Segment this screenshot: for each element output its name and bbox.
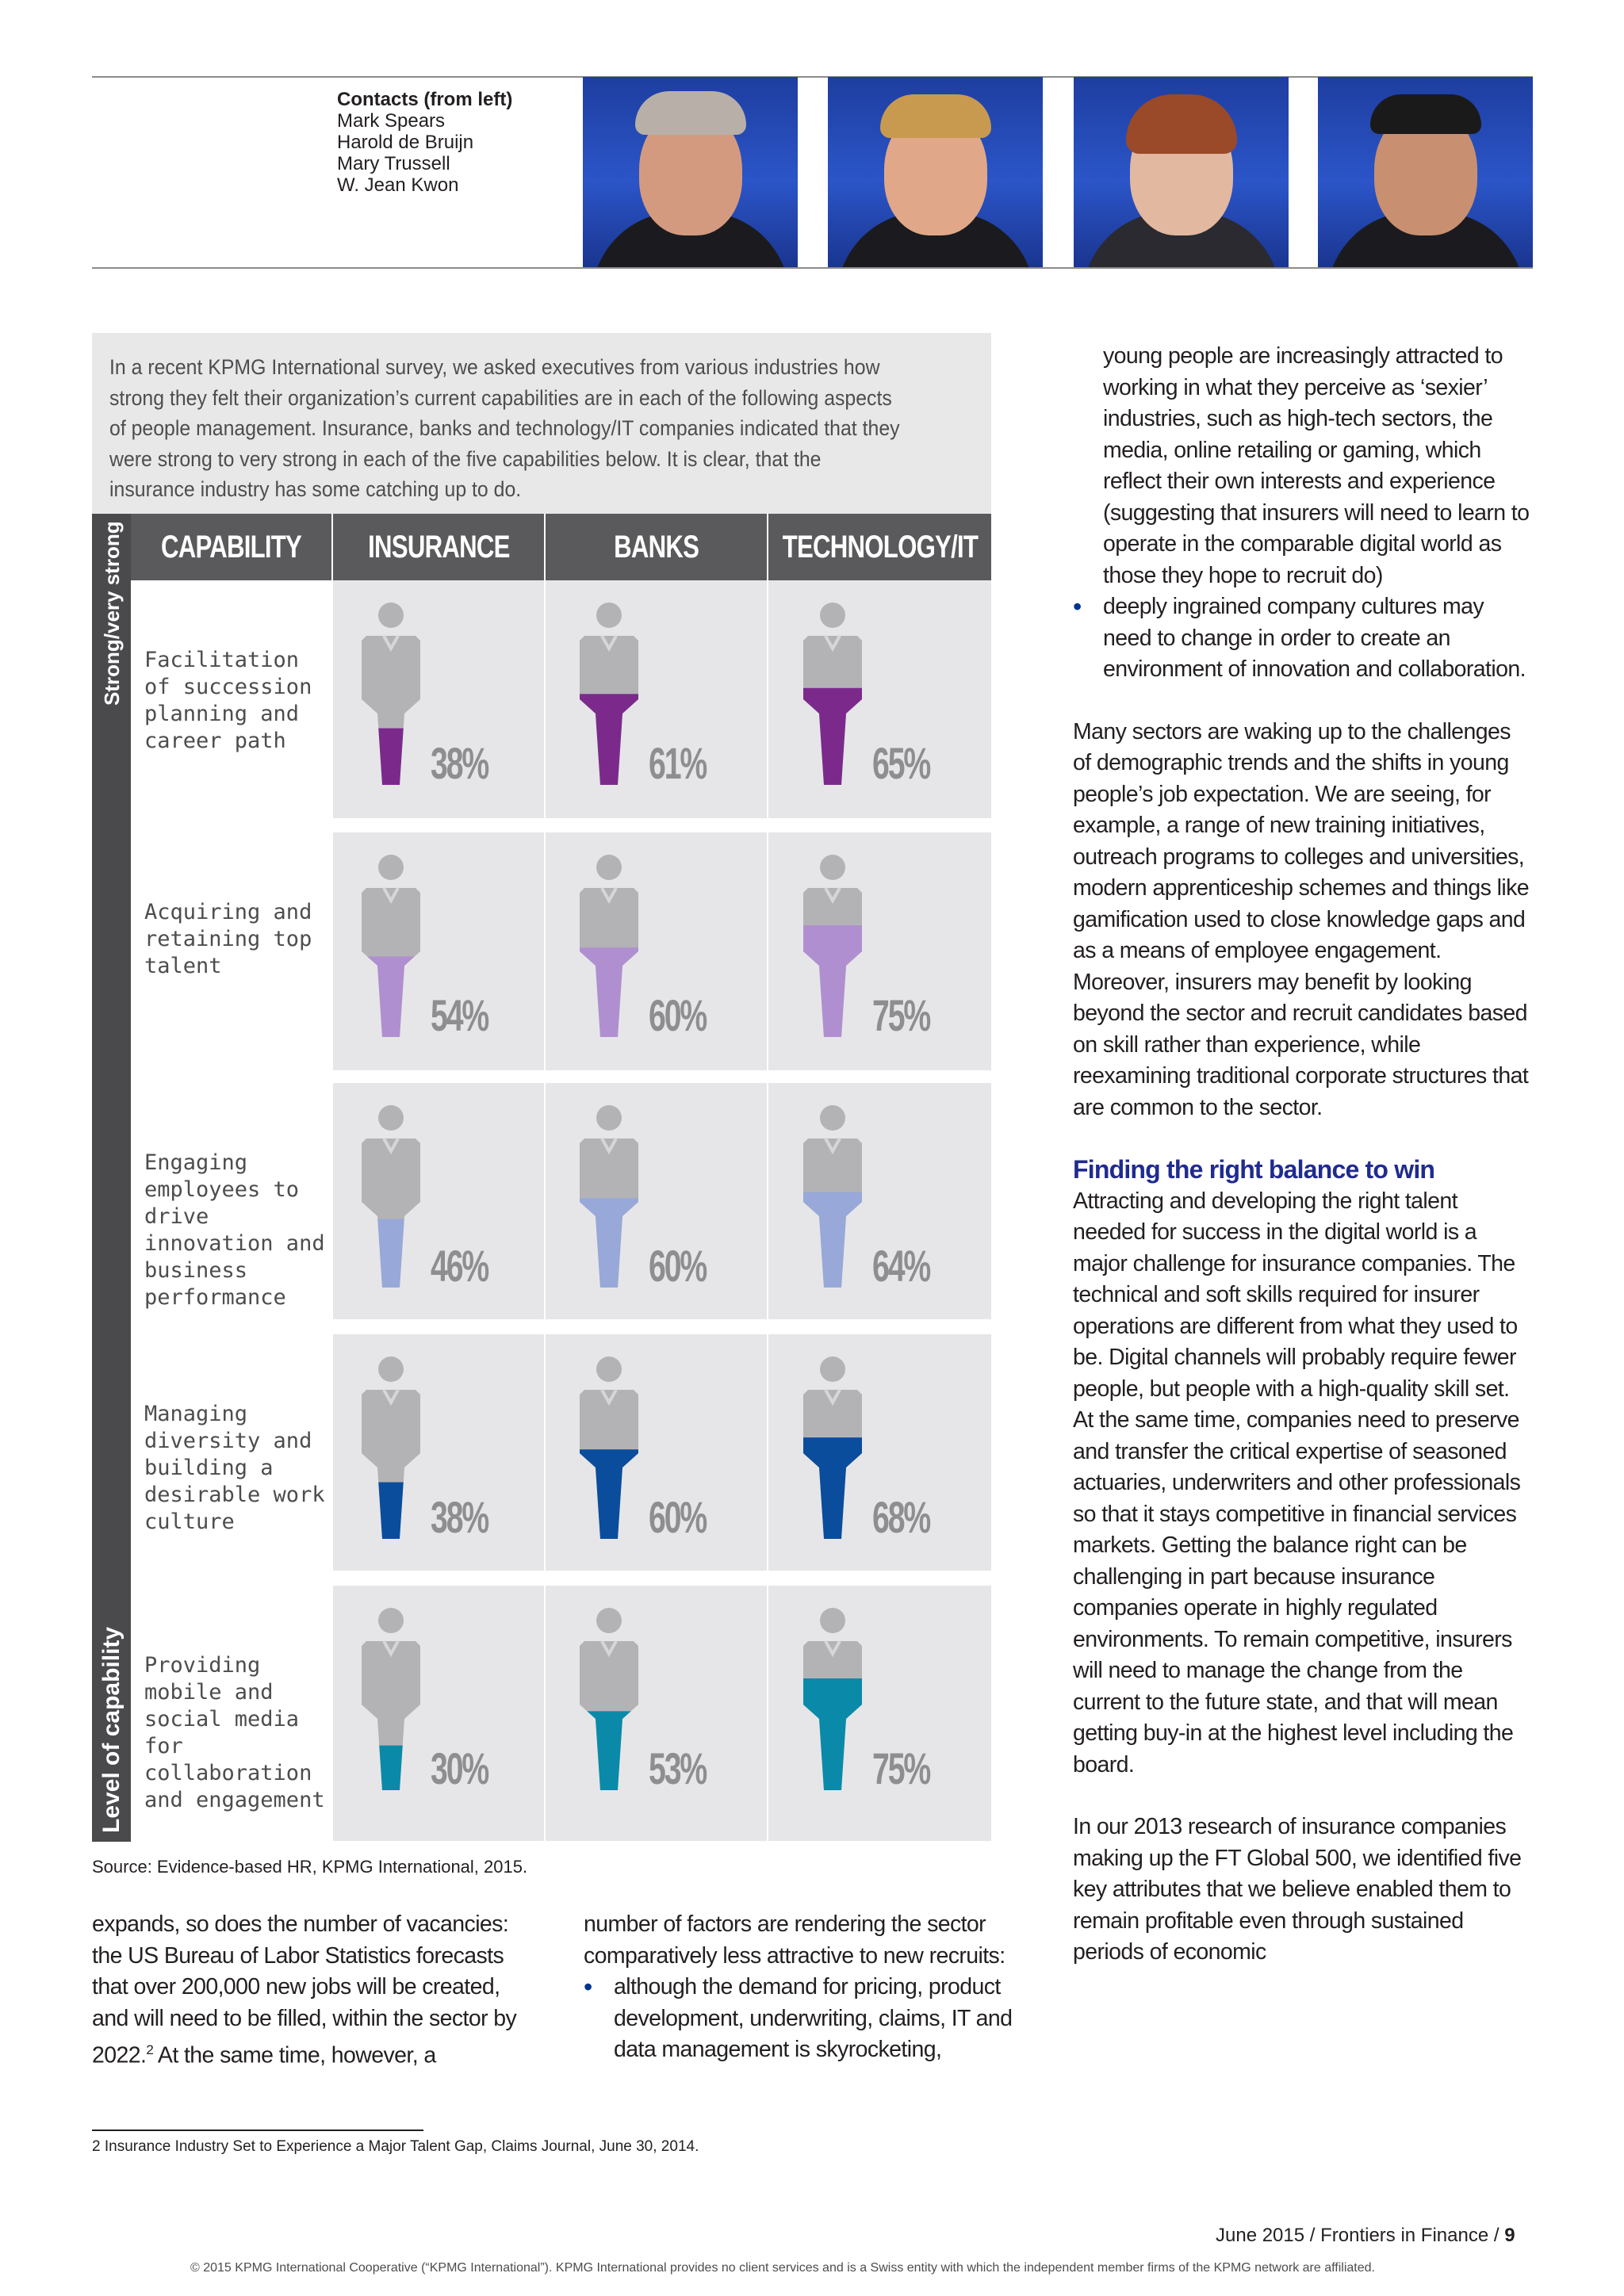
section-heading: Finding the right balance to win <box>1073 1155 1435 1184</box>
capability-percent: 64% <box>871 1241 929 1291</box>
contact-photo <box>1074 77 1289 267</box>
capability-percent: 54% <box>431 990 488 1040</box>
capability-cell <box>768 832 991 1070</box>
capability-percent: 60% <box>648 1492 706 1542</box>
figure-fill-bar <box>355 1219 427 1288</box>
figure-head <box>596 1608 622 1633</box>
photo-hair <box>1126 94 1237 154</box>
figure-head <box>820 1357 845 1382</box>
figure-head <box>820 603 845 628</box>
figure-fill-bar <box>355 1483 427 1539</box>
axis-label-bottom: Level of capability <box>98 1626 124 1833</box>
figure-fill-bar <box>573 1449 645 1539</box>
intro-text: In a recent KPMG International survey, we asked executives from various industries how strong they felt their organization’s current capabilities are in each of the following aspects of people management. Insurance, banks and technology/IT companies indicated that they were strong to very strong in each of the five capabilities below. It is clear, that the insurance industry has some catching up to do. <box>109 355 900 501</box>
figure-head <box>378 603 404 628</box>
contact-photo <box>828 77 1043 267</box>
person-figure-icon <box>573 603 645 785</box>
capability-cell <box>768 580 991 818</box>
bottom-mid-text: number of factors are rendering the sector comparatively less attractive to new recruits: <box>584 1911 1005 1969</box>
capability-label: Managing diversity and building a desirable work culture <box>144 1402 325 1534</box>
figure-fill-bar <box>573 694 645 785</box>
contact-name: W. Jean Kwon <box>337 174 459 196</box>
copyright: © 2015 KPMG International Cooperative (“KPMG International”). KPMG International provides no client services and is a Swiss entity with which the independent member firms of the KPMG network are affiliated. <box>190 2261 1375 2275</box>
header-banks: BANKS <box>546 514 767 580</box>
contacts-block <box>337 89 512 196</box>
page-folio: June 2015 / Frontiers in Finance / 9 <box>1216 2225 1515 2246</box>
capability-percent: 30% <box>431 1743 488 1793</box>
figure-head <box>596 1105 622 1131</box>
right-para-3: In our 2013 research of insurance companies making up the FT Global 500, we identified five key attributes that we believe enabled them to remain profitable even through sustained periods of economic <box>1073 1814 1522 1965</box>
capability-percent: 68% <box>871 1492 929 1542</box>
figure-fill-bar <box>573 1711 645 1790</box>
person-figure-icon <box>355 1105 427 1288</box>
person-figure-icon <box>573 1105 645 1288</box>
right-bullet: • deeply ingrained company cultures may need to change in order to create an environment of innovation and collaboration. <box>1073 591 1533 686</box>
footnote-ref: 2 <box>146 2042 154 2057</box>
capability-cell <box>333 1334 544 1571</box>
capability-cell <box>768 1083 991 1319</box>
person-figure-icon <box>797 1608 868 1790</box>
figure-head <box>820 1105 845 1131</box>
bottom-left-column <box>92 1909 536 2072</box>
contacts-title: Contacts (from left) <box>337 89 513 110</box>
person-figure-icon <box>355 1608 427 1790</box>
right-column <box>1073 341 1533 1969</box>
right-cont-text: young people are increasingly attracted to working in what they perceive as ‘sexier’ industries, such as high-tech sectors, the media, online retailing or gaming, which reflect their own interests and experience (suggesting that insurers will need to learn to operate in the comparable digital world as those they hope to recruit do) <box>1103 343 1530 588</box>
capability-percent: 75% <box>871 990 929 1040</box>
figure-head <box>820 855 845 880</box>
figure-head <box>378 1608 404 1633</box>
figure-head <box>378 855 404 880</box>
person-figure-icon <box>573 1357 645 1539</box>
figure-fill-bar <box>797 688 868 785</box>
contact-name: Harold de Bruijn <box>337 132 474 153</box>
capability-cell <box>768 1334 991 1571</box>
figure-fill-bar <box>797 1437 868 1539</box>
contact-name: Mary Trussell <box>337 153 450 174</box>
axis-label-top: Strong/very strong <box>100 521 124 706</box>
figure-fill-bar <box>573 1198 645 1288</box>
figure-head <box>378 1105 404 1131</box>
capability-cell <box>546 1586 767 1841</box>
top-rule <box>92 76 1533 78</box>
person-figure-icon <box>355 1357 427 1539</box>
figure-head <box>378 1357 404 1382</box>
person-figure-icon <box>797 603 868 785</box>
person-figure-icon <box>355 855 427 1037</box>
capability-label: Engaging employees to drive innovation and business performance <box>144 1150 325 1310</box>
bottom-left-text: expands, so does the number of vacancies: the US Bureau of Labor Statistics forecasts that over 200,000 new jobs will be created, and will need to be filled, within the sector by 2022.$^2$ At the same time, however, a <box>92 1911 517 2068</box>
figure-fill-bar <box>355 956 427 1037</box>
capability-percent: 60% <box>648 990 706 1040</box>
capability-cell <box>546 1083 767 1319</box>
capability-label: Providing mobile and social media for collaboration and engagement <box>144 1653 325 1812</box>
capability-cell <box>546 580 767 818</box>
figure-head <box>596 855 622 880</box>
header-insurance: INSURANCE <box>333 514 544 580</box>
footnote-rule <box>92 2130 423 2131</box>
contact-photo <box>1318 77 1533 267</box>
capability-label: Facilitation of succession planning and career path <box>144 648 312 753</box>
person-figure-icon <box>797 855 868 1037</box>
header-capability: CAPABILITY <box>131 514 331 580</box>
bottom-mid-bullet: • although the demand for pricing, product development, underwriting, claims, IT and data management is skyrocketing, <box>584 1972 1044 2066</box>
right-para-1: Many sectors are waking up to the challenges of demographic trends and the shifts in young people’s job expectation. We are seeing, for example, a range of new training initiatives, outreach programs to colleges and universities, modern apprenticeship schemes and things like gamification used to close knowledge gaps and as a means of employee engagement. Moreover, insurers may benefit by looking beyond the sector and recruit candidates based on skill rather than experience, while reexamining traditional corporate structures that are common to the sector. <box>1073 718 1530 1120</box>
figure-fill-bar <box>797 1678 868 1790</box>
capability-cell <box>546 1334 767 1571</box>
chart-source: Source: Evidence-based HR, KPMG International, 2015. <box>92 1857 528 1877</box>
figure-fill-bar <box>573 947 645 1037</box>
capability-percent: 53% <box>648 1743 706 1793</box>
figure-head <box>596 1357 622 1382</box>
person-figure-icon <box>355 603 427 785</box>
page-number: 9 <box>1504 2225 1515 2246</box>
capability-percent: 60% <box>648 1241 706 1291</box>
capability-percent: 61% <box>648 738 706 788</box>
capability-percent: 75% <box>871 1743 929 1793</box>
figure-fill-bar <box>355 729 427 785</box>
capability-cell <box>333 580 544 818</box>
capability-percent: 38% <box>431 738 488 788</box>
person-figure-icon <box>573 1608 645 1790</box>
person-figure-icon <box>797 1357 868 1539</box>
footnote: 2 Insurance Industry Set to Experience a Major Talent Gap, Claims Journal, June 30, 2014. <box>92 2138 699 2155</box>
capability-cell <box>546 832 767 1070</box>
bottom-middle-column <box>584 1909 1044 2066</box>
capability-percent: 38% <box>431 1492 488 1542</box>
bottom-rule <box>92 267 1533 269</box>
capability-cell <box>333 832 544 1070</box>
capability-cell <box>768 1586 991 1841</box>
person-figure-icon <box>797 1105 868 1288</box>
capability-cell <box>333 1586 544 1841</box>
header-technology: TECHNOLOGY/IT <box>768 514 991 580</box>
capability-label: Acquiring and retaining top talent <box>144 900 312 978</box>
contact-photo <box>583 77 798 267</box>
figure-fill-bar <box>355 1746 427 1790</box>
person-figure-icon <box>573 855 645 1037</box>
contact-name: Mark Spears <box>337 110 446 132</box>
right-para-2: Attracting and developing the right talent needed for success in the digital world is a major challenge for insurance companies. The technical and soft skills required for insurer operations are different from what they used to be. Digital channels will probably require fewer people, but people with a high-quality skill set. At the same time, companies need to preserve and transfer the critical expertise of seasoned actuaries, underwriters and other professionals so that it stays competitive in financial services markets. Getting the balance right can be challenging in part because insurance companies operate in highly regulated environments. To remain competitive, insurers will need to manage the change from the current to the future state, and that will mean getting buy-in at the highest level including the board. <box>1073 1188 1521 1777</box>
figure-head <box>820 1608 845 1633</box>
photo-hair <box>1370 94 1481 134</box>
capability-cell <box>333 1083 544 1319</box>
photo-hair <box>635 91 746 135</box>
capability-percent: 65% <box>871 738 929 788</box>
photo-hair <box>880 94 991 138</box>
figure-fill-bar <box>797 1192 868 1288</box>
capability-percent: 46% <box>431 1241 488 1291</box>
figure-fill-bar <box>797 925 868 1037</box>
figure-head <box>596 603 622 628</box>
